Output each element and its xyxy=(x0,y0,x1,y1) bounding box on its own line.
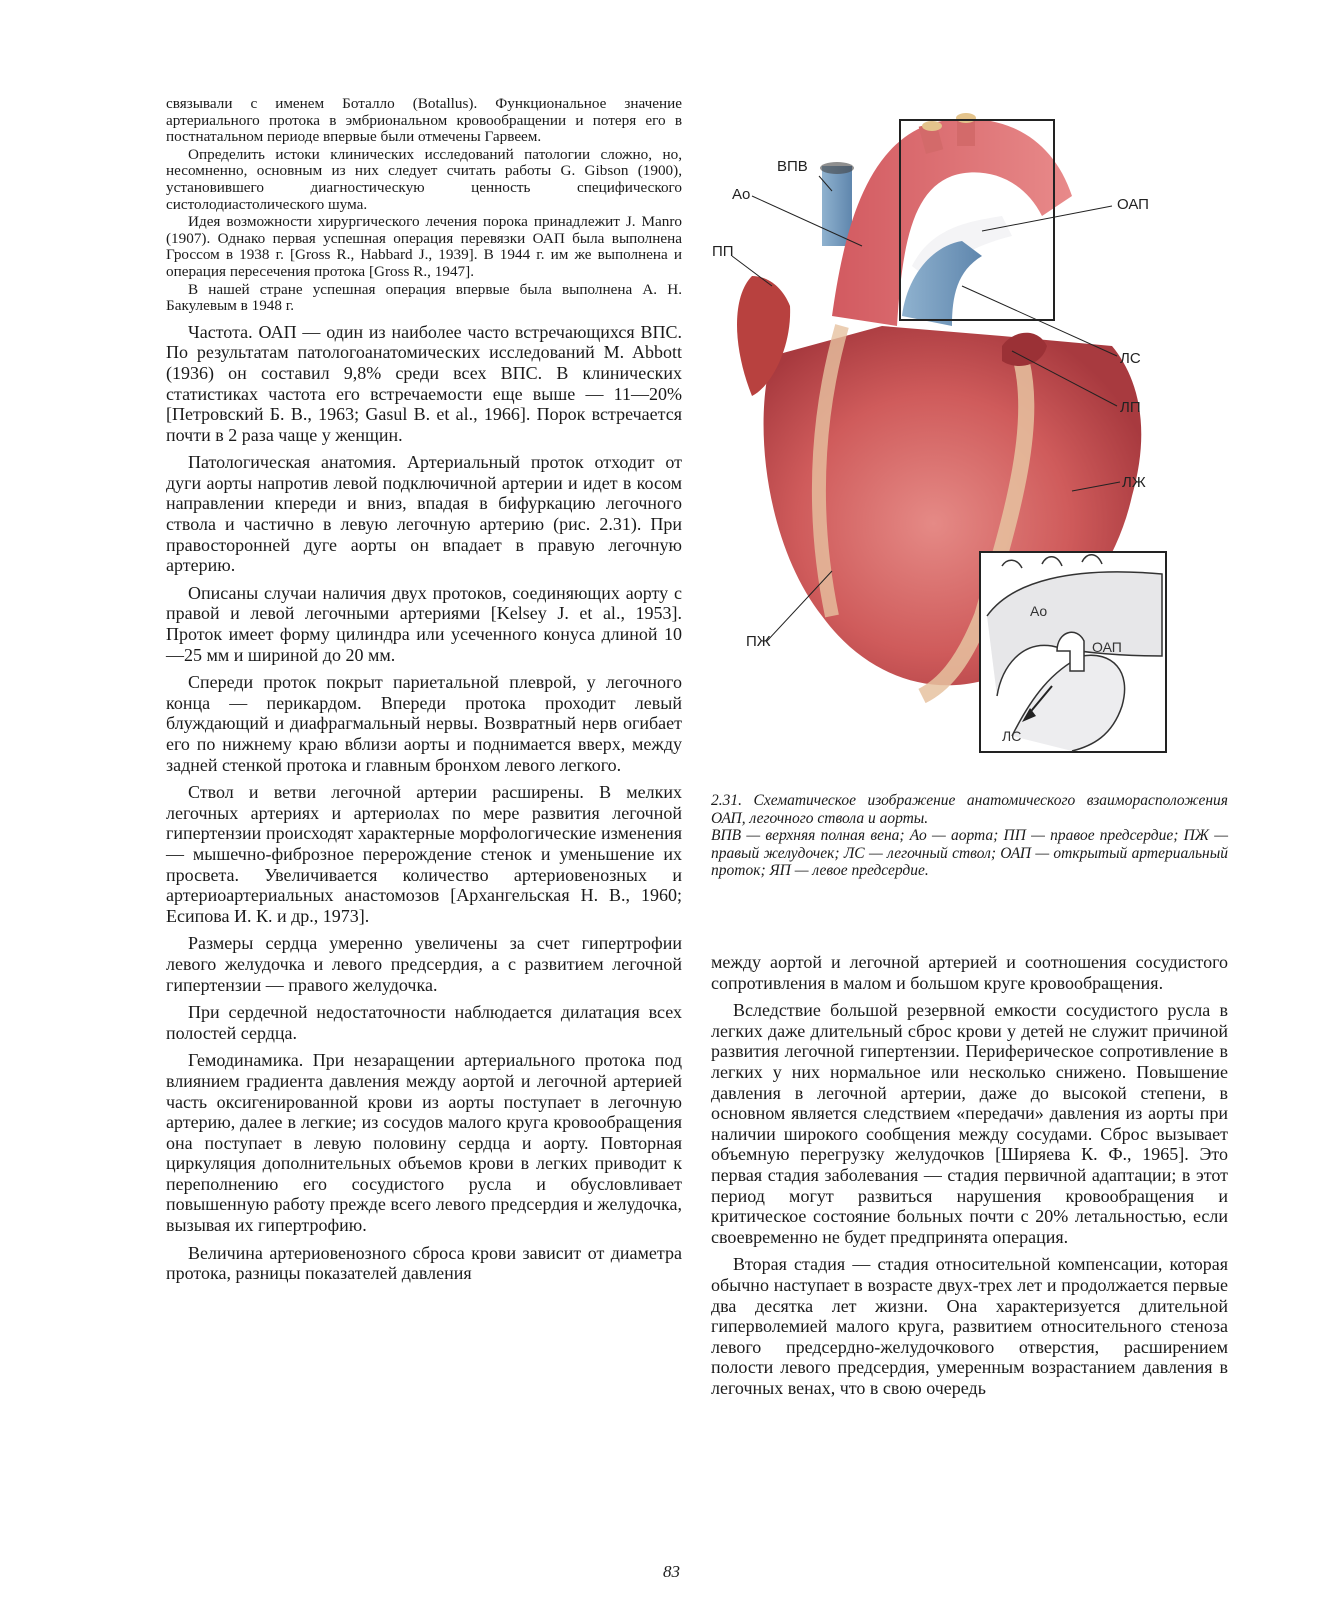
paragraph: связывали с именем Боталло (Botallus). Функциональное значение артериального протока в эмбриональном кровообращении и потеря его в постнатальном периоде впервые были отмечены Гарвеем. xyxy=(166,95,682,146)
paragraph: Величина артериовенозного сброса крови зависит от диаметра протока, разницы показателей давления xyxy=(166,1242,682,1284)
paragraph: Определить истоки клинических исследований патологии сложно, но, несомненно, основным из них следует считать работы G. Gibson (1900), установившего диагностическую ценность специфического систолодиастолического шума. xyxy=(166,145,682,213)
label-lp: ЛП xyxy=(1120,399,1141,416)
label-ls: ЛС xyxy=(1120,350,1141,367)
page-number: 83 xyxy=(663,1562,680,1581)
inset-diagram xyxy=(980,552,1166,752)
inset-label-oap: ОАП xyxy=(1092,639,1122,655)
right-column xyxy=(711,952,1228,1405)
paragraph: Описаны случаи наличия двух протоков, соединяющих аорту с правой и левой легочными артериями [Kelsey J. et al., 1953]. Проток имеет форму цилиндра или усеченного конуса длиной 10—25 мм и шириной до 20 мм. xyxy=(166,582,682,665)
figure-caption xyxy=(711,792,1228,880)
caption-legend: ВПВ — верхняя полная вена; Ао — аорта; ПП — правое предсердие; ПЖ — правый желудочек; ЛС — легочный ствол; ОАП — открытый артериальный проток; ЯП — левое предсердие. xyxy=(711,827,1228,880)
label-lzh: ЛЖ xyxy=(1122,474,1146,491)
inset-label-ao: Ао xyxy=(1030,603,1048,619)
left-column xyxy=(166,96,682,1291)
paragraph: Ствол и ветви легочной артерии расширены. В мелких легочных артериях и артериолах по мере развития легочной гипертензии происходят характерные морфологические изменения — мышечно-фиброзное перерождение стенок и уменьшение их просвета. Увеличивается количество артериовенозных и артериоартериальных анастомозов [Архангельская Н. В., 1960; Есипова И. К. и др., 1973]. xyxy=(166,782,682,926)
label-ao: Ао xyxy=(732,186,751,203)
svc xyxy=(822,166,852,246)
paragraph: В нашей стране успешная операция впервые была выполнена А. Н. Бакулевым в 1948 г. xyxy=(166,280,682,315)
paragraph: между аортой и легочной артерией и соотношения сосудистого сопротивления в малом и большом круге кровообращения. xyxy=(711,952,1228,993)
caption-title: 2.31. Схематическое изображение анатомического взаиморасположения ОАП, легочного ствола и аорты. xyxy=(711,792,1228,827)
paragraph: Идея возможности хирургического лечения порока принадлежит J. Manro (1907). Однако первая успешная операция перевязки ОАП была выполнена Гроссом в 1938 г. [Gross R., Habbard J., 1939]. В 1944 г. им же выполнена и операция пересечения протока [Gross R., 1947]. xyxy=(166,213,682,280)
paragraph: Размеры сердца умеренно увеличены за счет гипертрофии левого желудочка и левого предсердия, а с развитием легочной гипертензии — правого желудочка. xyxy=(166,933,682,995)
paragraph: Вследствие большой резервной емкости сосудистого русла в легких даже длительный сброс крови у детей не служит причиной развития легочной гипертензии. Периферическое сопротивление в легких у них нормальное или несколько снижено. Повышение давления в легочной артерии, даже до высокой степени, в основном является следствием «передачи» давления из аорты при наличии широкого сообщения между сосудами. Сброс вызывает объемную перегрузку желудочков [Ширяева К. Ф., 1965]. Это первая стадия заболевания — стадия первичной адаптации; в этот период могут развиться нарушения кровообращения и критическое состояние больных почти с 20% летальностью, если своевременно не будет предпринята операция. xyxy=(711,1000,1228,1247)
heart-illustration xyxy=(712,96,1232,786)
label-vpv: ВПВ xyxy=(777,158,808,175)
paragraph: Спереди проток покрыт париетальной плеврой, у легочного конца — перикардом. Впереди протока проходит левый блуждающий и диафрагмальный нервы. Возвратный нерв огибает его по нижнему краю вблизи аорты и поднимается вверх, между задней стенкой протока и главным бронхом левого легкого. xyxy=(166,672,682,775)
paragraph: Патологическая анатомия. Артериальный проток отходит от дуги аорты напротив левой подключичной артерии и идет в косом направлении кпереди и вниз, впадая в бифуркацию легочного ствола и частично в левую легочную артерию (рис. 2.31). При правосторонней дуге аорты он впадает в правую легочную артерию. xyxy=(166,452,682,576)
label-oap: ОАП xyxy=(1117,196,1149,213)
paragraph: Гемодинамика. При незаращении артериального протока под влиянием градиента давления между аортой и легочной артерией часть оксигенированной крови из аорты поступает в легочную артерию, далее в легкие; из сосудов малого круга кровообращения она поступает в левую половину сердца и аорту. Повторная циркуляция дополнительных объемов крови в легких приводит к переполнению его сосудистого русла и обусловливает повышенную работу прежде всего левого предсердия и желудочка, вызывая их гипертрофию. xyxy=(166,1050,682,1236)
heart-figure xyxy=(712,96,1232,786)
paragraph: Вторая стадия — стадия относительной компенсации, которая обычно наступает в возрасте двух-трех лет и продолжается первые два десятка лет жизни. Она характеризуется длительной гиперволемией малого круга, развитием относительного стеноза левого предсердно-желудочкового отверстия, расширением полости левого предсердия, умеренным возрастанием давления в легочных венах, что в свою очередь xyxy=(711,1254,1228,1398)
paragraph: При сердечной недостаточности наблюдается дилатация всех полостей сердца. xyxy=(166,1002,682,1043)
label-pp: ПП xyxy=(712,243,734,260)
label-pzh: ПЖ xyxy=(746,633,771,650)
inset-label-ls: ЛС xyxy=(1002,728,1022,744)
pulmonary-trunk xyxy=(902,241,982,326)
paragraph: Частота. ОАП — один из наиболее часто встречающихся ВПС. По результатам патологоанатомических исследований M. Abbott (1936) он составил 9,8% среди всех ВПС. В клинических статистиках частота его встречаемости еще выше — 11—20% [Петровский Б. В., 1963; Gasul B. et al., 1966]. Порок встречается почти в 2 раза чаще у женщин. xyxy=(166,321,682,445)
